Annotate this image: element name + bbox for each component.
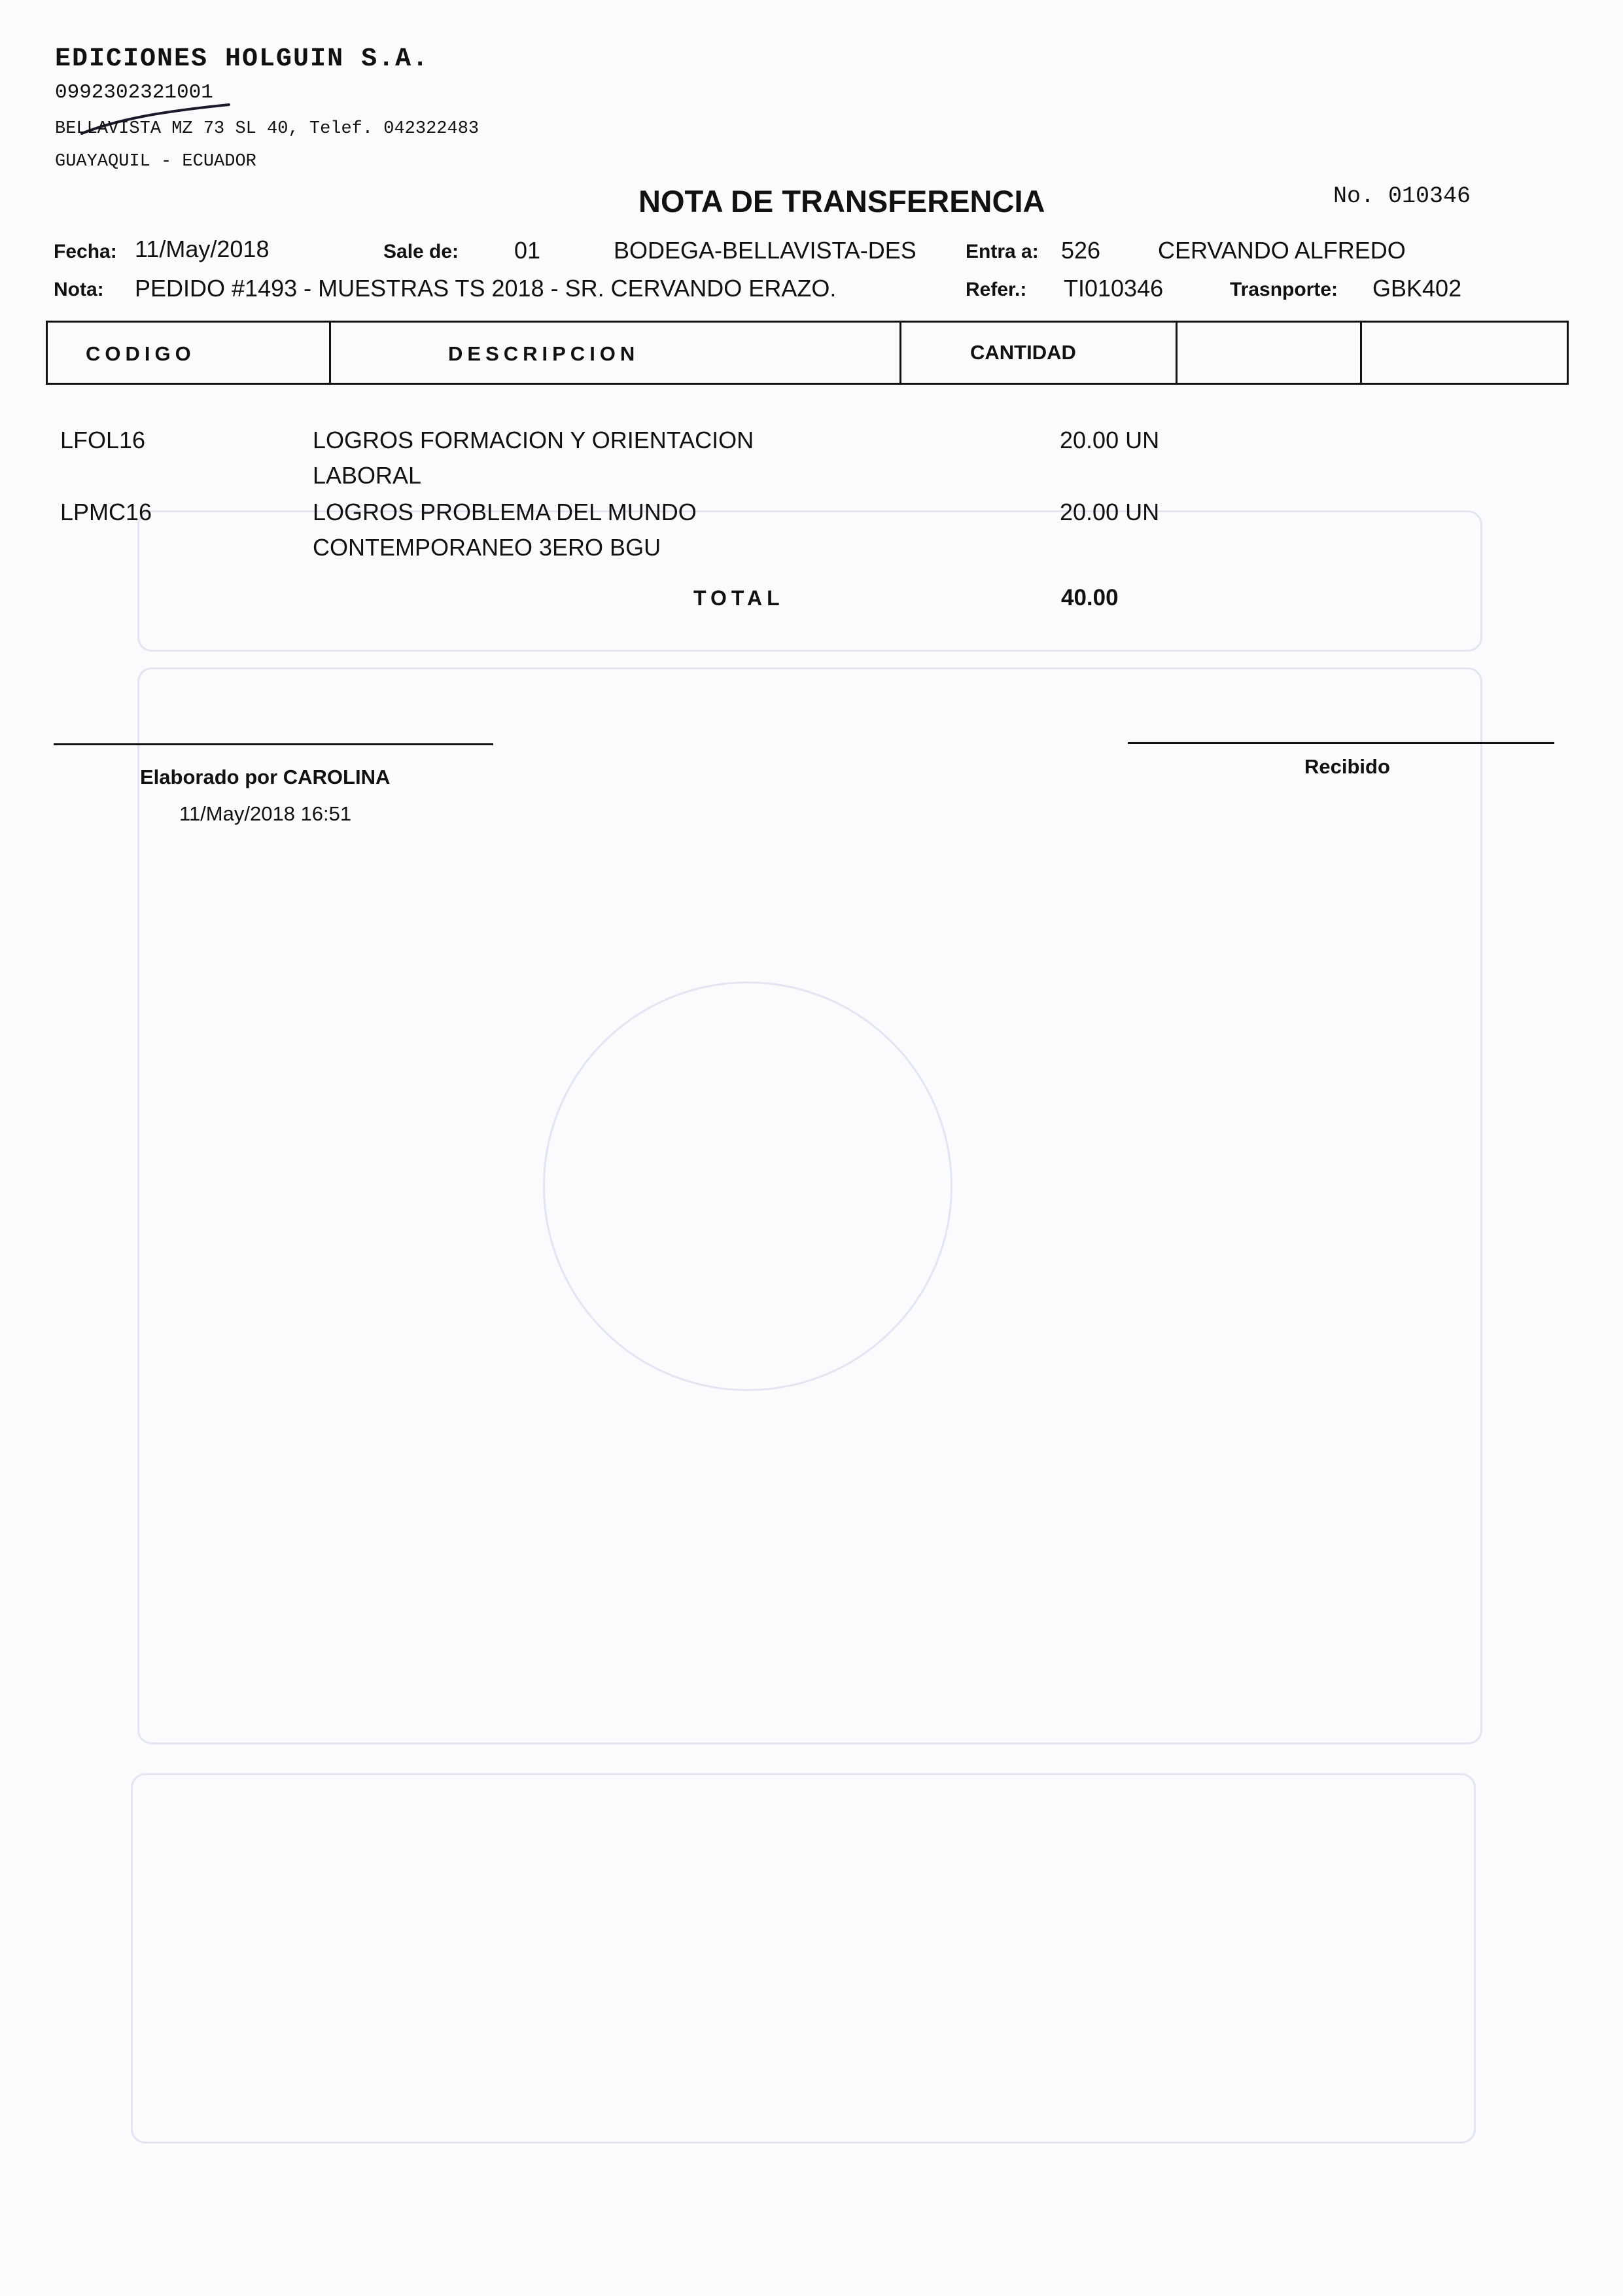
row-1-descripcion-line1: LOGROS FORMACION Y ORIENTACION bbox=[313, 427, 754, 453]
show-through-box-bottom bbox=[131, 1773, 1476, 2144]
entra-a-code: 526 bbox=[1061, 237, 1101, 264]
recibido-label: Recibido bbox=[1304, 755, 1390, 778]
column-header-cantidad: CANTIDAD bbox=[970, 341, 1076, 364]
show-through-seal bbox=[543, 981, 952, 1391]
transporte-label: Trasnporte: bbox=[1230, 279, 1338, 300]
row-2-codigo: LPMC16 bbox=[60, 499, 152, 525]
entra-a-label: Entra a: bbox=[966, 241, 1039, 262]
document-number-value: 010346 bbox=[1388, 183, 1471, 209]
sale-de-code: 01 bbox=[514, 237, 541, 264]
row-2-descripcion-line2: CONTEMPORANEO 3ERO BGU bbox=[313, 534, 661, 561]
elaborado-date: 11/May/2018 16:51 bbox=[179, 802, 352, 825]
fecha-label: Fecha: bbox=[54, 241, 117, 262]
entra-a-name: CERVANDO ALFREDO bbox=[1158, 237, 1406, 264]
row-1-cantidad: 20.00 UN bbox=[1060, 427, 1160, 453]
table-divider bbox=[1360, 323, 1362, 383]
signature-line-recibido bbox=[1128, 742, 1554, 744]
show-through-box-top bbox=[137, 510, 1482, 652]
fecha-value: 11/May/2018 bbox=[135, 236, 270, 262]
table-divider bbox=[329, 323, 331, 383]
table-header bbox=[46, 321, 1569, 385]
column-header-descripcion: DESCRIPCION bbox=[448, 342, 640, 365]
nota-value: PEDIDO #1493 - MUESTRAS TS 2018 - SR. CERVANDO ERAZO. bbox=[135, 275, 837, 302]
total-label: TOTAL bbox=[693, 586, 784, 610]
transporte-value: GBK402 bbox=[1372, 275, 1462, 302]
row-1-codigo: LFOL16 bbox=[60, 427, 146, 453]
company-name: EDICIONES HOLGUIN S.A. bbox=[55, 44, 430, 74]
document-title: NOTA DE TRANSFERENCIA bbox=[638, 184, 1045, 219]
sale-de-name: BODEGA-BELLAVISTA-DES bbox=[614, 237, 916, 264]
row-1-descripcion-line2: LABORAL bbox=[313, 462, 422, 489]
company-address: BELLAVISTA MZ 73 SL 40, Telef. 042322483 bbox=[55, 119, 480, 139]
document-number-label: No. bbox=[1333, 183, 1375, 209]
row-2-cantidad: 20.00 UN bbox=[1060, 499, 1160, 525]
company-city: GUAYAQUIL - ECUADOR bbox=[55, 152, 256, 171]
table-divider bbox=[899, 323, 901, 383]
table-divider bbox=[1176, 323, 1178, 383]
row-2-descripcion-line1: LOGROS PROBLEMA DEL MUNDO bbox=[313, 499, 697, 525]
nota-label: Nota: bbox=[54, 279, 104, 300]
refer-label: Refer.: bbox=[966, 279, 1027, 300]
elaborado-label: Elaborado por CAROLINA bbox=[140, 766, 391, 788]
column-header-codigo: CODIGO bbox=[86, 342, 196, 365]
total-value: 40.00 bbox=[1061, 585, 1119, 610]
refer-value: TI010346 bbox=[1064, 275, 1164, 302]
signature-line-elaborado bbox=[54, 743, 493, 745]
sale-de-label: Sale de: bbox=[383, 241, 459, 262]
company-ruc: 0992302321001 bbox=[55, 81, 213, 104]
document-number bbox=[1333, 183, 1471, 209]
